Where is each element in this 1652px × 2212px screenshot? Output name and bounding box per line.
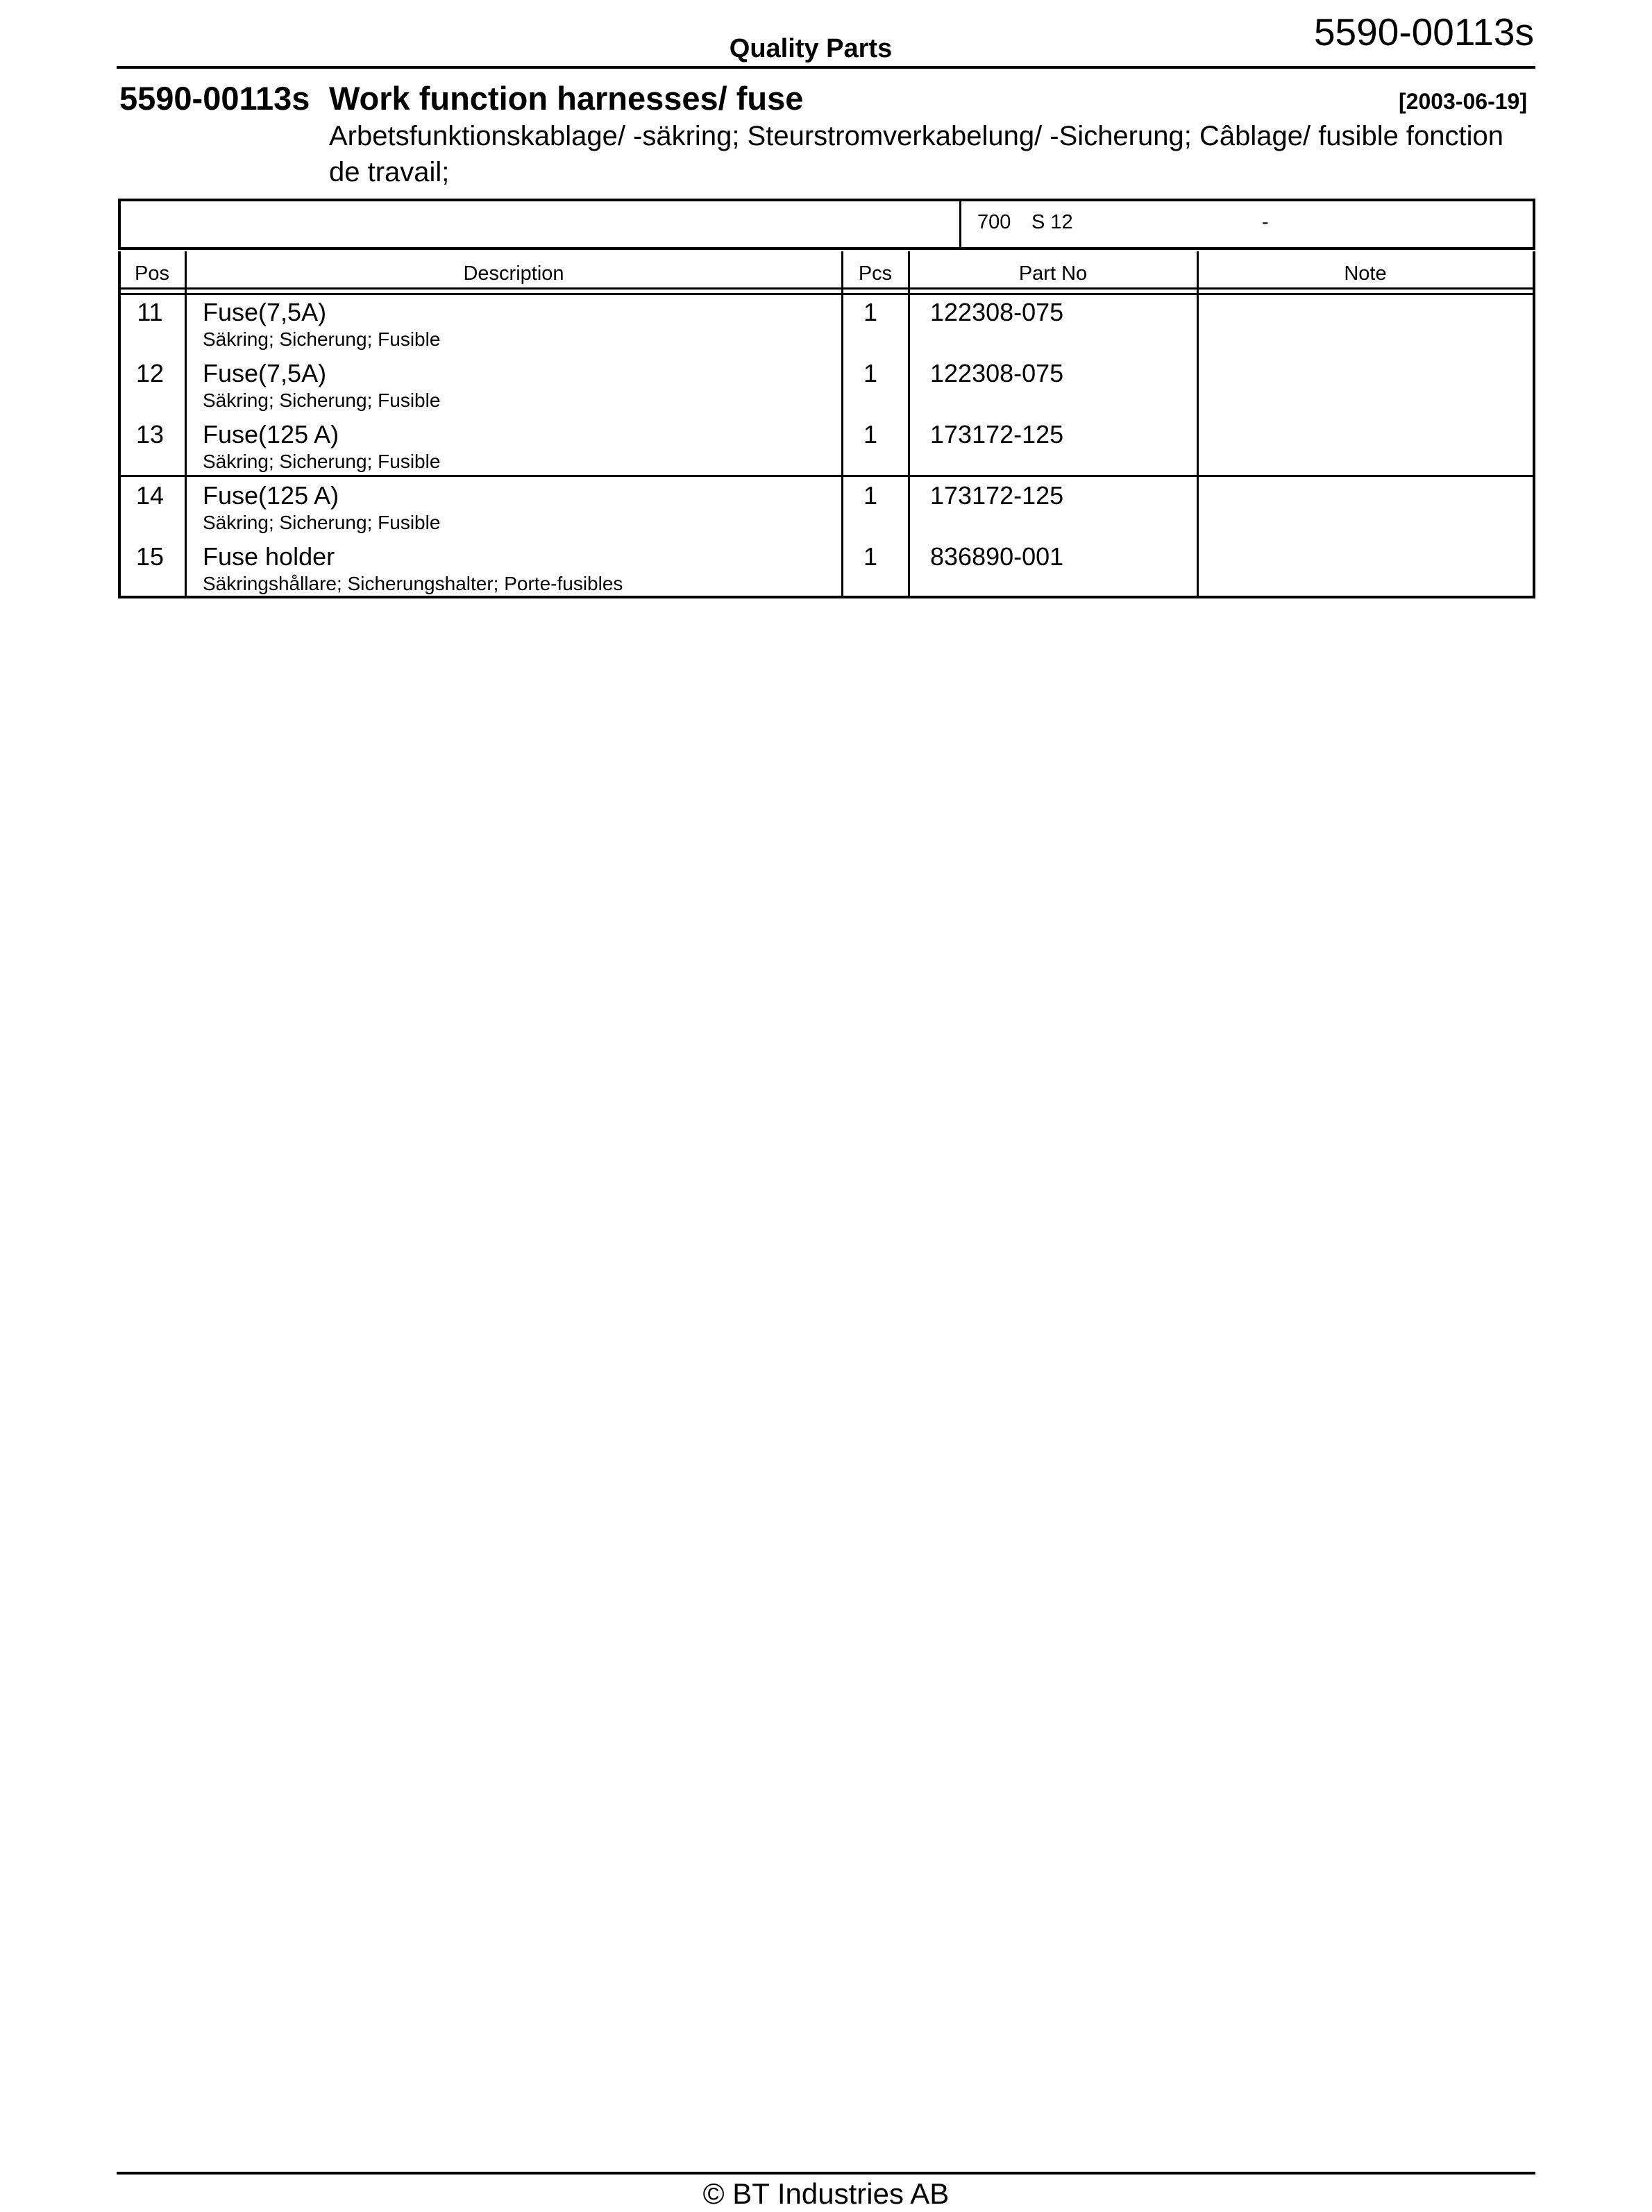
column-header-description: Description — [463, 262, 564, 285]
row-translations: Säkringshållare; Sicherungshalter; Porte-fusibles — [203, 573, 623, 594]
column-divider — [185, 251, 187, 598]
column-header-pcs: Pcs — [858, 262, 893, 285]
row-pos: 11 — [137, 298, 163, 326]
column-header-note: Note — [1344, 262, 1387, 285]
row-pcs: 1 — [863, 298, 878, 326]
document-subtitle: Arbetsfunktionskablage/ -säkring; Steurstromverkabelung/ -Sicherung; Câblage/ fusible fonction de travail; — [329, 121, 1504, 187]
row-description: Fuse(125 A) — [203, 481, 339, 510]
header-rule — [118, 287, 1535, 290]
row-description: Fuse(7,5A) — [203, 298, 327, 326]
row-pcs: 1 — [863, 542, 878, 571]
row-pcs: 1 — [863, 359, 878, 387]
row-part-no: 173172-125 — [930, 420, 1064, 449]
applicability-model: 700 — [977, 211, 1011, 233]
document-date: [2003-06-19] — [1399, 89, 1527, 114]
row-pos: 13 — [135, 420, 165, 449]
document-code: 5590-00113s — [119, 80, 310, 117]
column-header-part-no: Part No — [1018, 262, 1088, 285]
row-pcs: 1 — [863, 420, 878, 449]
header-divider — [117, 66, 1535, 69]
row-translations: Säkring; Sicherung; Fusible — [203, 328, 441, 350]
row-part-no: 122308-075 — [930, 298, 1064, 326]
row-part-no: 836890-001 — [930, 542, 1064, 571]
copyright-notice: © BT Industries AB — [702, 2177, 950, 2210]
column-divider — [908, 251, 910, 598]
row-pcs: 1 — [863, 481, 878, 510]
applicability-range: - — [1262, 211, 1269, 233]
row-translations: Säkring; Sicherung; Fusible — [203, 451, 441, 472]
applicability-divider — [959, 199, 961, 250]
column-divider — [1197, 251, 1199, 598]
column-divider — [841, 251, 843, 598]
footer-divider — [117, 2172, 1535, 2175]
row-translations: Säkring; Sicherung; Fusible — [203, 512, 441, 533]
row-group-divider — [118, 475, 1535, 477]
row-pos: 14 — [135, 481, 165, 510]
row-pos: 15 — [135, 542, 165, 571]
applicability-box — [118, 199, 1535, 250]
row-description: Fuse(125 A) — [203, 420, 339, 449]
row-pos: 12 — [135, 359, 165, 387]
row-part-no: 122308-075 — [930, 359, 1064, 387]
row-part-no: 173172-125 — [930, 481, 1064, 510]
document-title: Work fu⁠nction harnesses/ fuse — [329, 80, 804, 117]
page-code: 5590-00113s — [1313, 10, 1534, 53]
row-description: Fuse holder — [203, 542, 335, 571]
brand-title: Quality Parts — [729, 34, 893, 63]
header-rule — [118, 293, 1535, 295]
applicability-variant: S 12 — [1031, 211, 1073, 233]
row-description: Fuse(7,5A) — [203, 359, 327, 387]
row-translations: Säkring; Sicherung; Fusible — [203, 389, 441, 411]
column-header-pos: Pos — [135, 262, 169, 285]
